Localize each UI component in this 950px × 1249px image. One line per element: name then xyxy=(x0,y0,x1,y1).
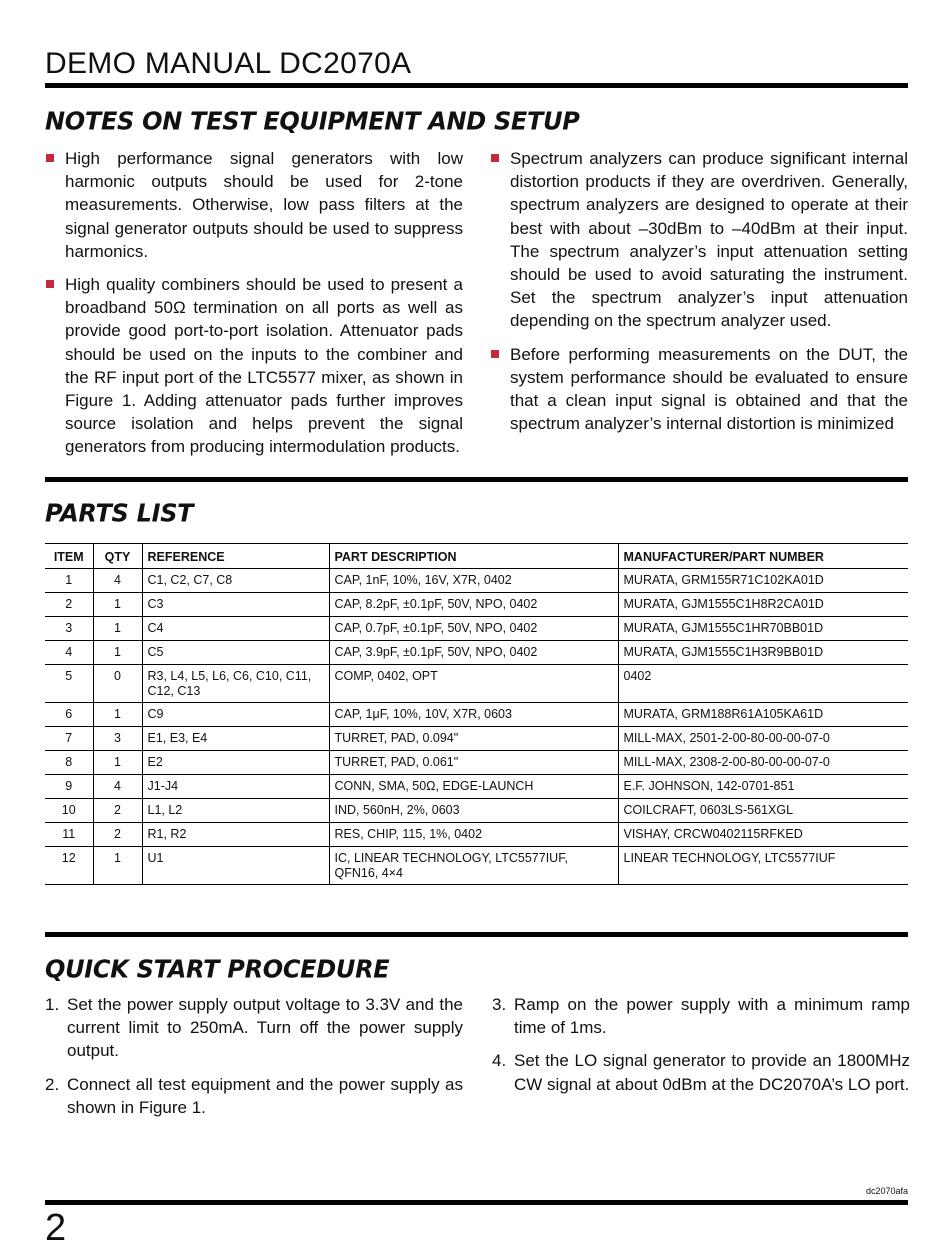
description-cell: CONN, SMA, 50Ω, EDGE-LAUNCH xyxy=(329,775,618,799)
step-number: 3. xyxy=(492,995,507,1014)
description-cell: CAP, 1nF, 10%, 16V, X7R, 0402 xyxy=(329,569,618,593)
manufacturer-cell: COILCRAFT, 0603LS-561XGL xyxy=(618,799,908,823)
reference-cell: E1, E3, E4 xyxy=(142,727,329,751)
manufacturer-cell: E.F. JOHNSON, 142-0701-851 xyxy=(618,775,908,799)
description-cell: CAP, 1μF, 10%, 10V, X7R, 0603 xyxy=(329,703,618,727)
page-header: DEMO MANUAL DC2070A xyxy=(45,47,412,80)
parts-section-title: PARTS LIST xyxy=(45,498,194,528)
quickstart-step xyxy=(45,1073,463,1119)
table-row xyxy=(45,593,908,617)
document-code: dc2070afa xyxy=(865,1186,908,1196)
page-number: 2 xyxy=(45,1207,67,1249)
reference-cell: R1, R2 xyxy=(142,823,329,847)
reference-cell: E2 xyxy=(142,751,329,775)
qty-cell: 1 xyxy=(93,641,142,665)
step-number: 1. xyxy=(45,995,60,1014)
table-row xyxy=(45,569,908,593)
step-text: Set the LO signal generator to provide an 1800MHz CW signal at about 0dBm at the DC2070A’s LO port. xyxy=(514,1051,910,1094)
header-manufacturer: MANUFACTURER/PART NUMBER xyxy=(618,544,908,569)
quickstart-right-column xyxy=(492,993,910,1106)
square-bullet-icon xyxy=(491,154,499,162)
table-row xyxy=(45,823,908,847)
step-number: 2. xyxy=(45,1074,60,1094)
item-cell: 6 xyxy=(45,703,93,727)
notes-left-column xyxy=(45,147,463,469)
header-qty: QTY xyxy=(93,544,142,569)
description-cell: COMP, 0402, OPT xyxy=(329,665,618,703)
item-cell: 4 xyxy=(45,641,93,665)
quickstart-rule xyxy=(45,932,908,937)
manufacturer-cell: MURATA, GJM1555C1H3R9BB01D xyxy=(618,641,908,665)
description-cell: IND, 560nH, 2%, 0603 xyxy=(329,799,618,823)
quickstart-section-title: QUICK START PROCEDURE xyxy=(45,954,390,984)
table-row xyxy=(45,703,908,727)
footer-rule xyxy=(45,1200,908,1205)
header-rule xyxy=(45,83,908,88)
qty-cell: 1 xyxy=(93,703,142,727)
item-cell: 2 xyxy=(45,593,93,617)
manufacturer-cell: MURATA, GRM155R71C102KA01D xyxy=(618,569,908,593)
notes-right-column xyxy=(490,147,908,445)
quickstart-step xyxy=(492,1049,910,1095)
notes-bullet: Before performing measurements on the DUT, the system performance should be evaluated to ensure that a clean input signal is obtained and that the spectrum analyzer’s internal distortion is minimized xyxy=(490,343,908,436)
description-cell: IC, LINEAR TECHNOLOGY, LTC5577IUF, QFN16, 4×4 xyxy=(329,847,618,885)
item-cell: 8 xyxy=(45,751,93,775)
table-row xyxy=(45,665,908,703)
parts-table xyxy=(45,543,908,885)
notes-section-title: NOTES ON TEST EQUIPMENT AND SETUP xyxy=(45,106,580,136)
parts-rule xyxy=(45,477,908,482)
description-cell: CAP, 3.9pF, ±0.1pF, 50V, NPO, 0402 xyxy=(329,641,618,665)
item-cell: 10 xyxy=(45,799,93,823)
header-description: PART DESCRIPTION xyxy=(329,544,618,569)
reference-cell: C5 xyxy=(142,641,329,665)
description-cell: CAP, 8.2pF, ±0.1pF, 50V, NPO, 0402 xyxy=(329,593,618,617)
square-bullet-icon xyxy=(46,280,54,288)
reference-cell: C4 xyxy=(142,617,329,641)
square-bullet-icon xyxy=(491,350,499,358)
item-cell: 11 xyxy=(45,823,93,847)
square-bullet-icon xyxy=(46,154,54,162)
reference-cell: J1-J4 xyxy=(142,775,329,799)
notes-bullet: High performance signal generators with low harmonic outputs should be used for 2-tone measurements. Otherwise, low pass filters at the signal generator outputs should be used to suppress harmonics. xyxy=(45,147,463,263)
qty-cell: 2 xyxy=(93,799,142,823)
step-text: Connect all test equipment and the power supply as shown in Figure 1. xyxy=(67,1074,463,1117)
qty-cell: 1 xyxy=(93,593,142,617)
quickstart-left-column xyxy=(45,993,463,1129)
item-cell: 3 xyxy=(45,617,93,641)
description-cell: RES, CHIP, 115, 1%, 0402 xyxy=(329,823,618,847)
step-number: 4. xyxy=(492,1051,507,1071)
step-text: Ramp on the power supply with a minimum ramp time of 1ms. xyxy=(514,995,910,1038)
table-row xyxy=(45,617,908,641)
reference-cell: U1 xyxy=(142,847,329,885)
item-cell: 7 xyxy=(45,727,93,751)
step-text: Set the power supply output voltage to 3.3V and the current limit to 250mA. Turn off the power supply output. xyxy=(67,995,463,1061)
manufacturer-cell: MURATA, GJM1555C1HR70BB01D xyxy=(618,617,908,641)
table-row xyxy=(45,751,908,775)
table-row xyxy=(45,727,908,751)
table-row xyxy=(45,775,908,799)
table-row xyxy=(45,847,908,885)
item-cell: 5 xyxy=(45,665,93,703)
qty-cell: 2 xyxy=(93,823,142,847)
reference-cell: C9 xyxy=(142,703,329,727)
qty-cell: 1 xyxy=(93,751,142,775)
header-item: ITEM xyxy=(45,544,93,569)
qty-cell: 1 xyxy=(93,617,142,641)
table-row xyxy=(45,641,908,665)
manufacturer-cell: MILL-MAX, 2308-2-00-80-00-00-07-0 xyxy=(618,751,908,775)
description-cell: TURRET, PAD, 0.061" xyxy=(329,751,618,775)
item-cell: 9 xyxy=(45,775,93,799)
notes-bullet: Spectrum analyzers can produce significant internal distortion products if they are overdriven. Generally, spectrum analyzers are designed to operate at their best with about –30dBm to –40dBm at their input. The spectrum analyzer’s input attenuation setting should be used to avoid saturating the instrument. Set the spectrum analyzer’s input attenuation depending on the spectrum analyzer used. xyxy=(490,147,908,333)
description-cell: CAP, 0.7pF, ±0.1pF, 50V, NPO, 0402 xyxy=(329,617,618,641)
qty-cell: 0 xyxy=(93,665,142,703)
qty-cell: 4 xyxy=(93,569,142,593)
manufacturer-cell: MILL-MAX, 2501-2-00-80-00-00-07-0 xyxy=(618,727,908,751)
reference-cell: R3, L4, L5, L6, C6, C10, C11, C12, C13 xyxy=(142,665,329,703)
notes-bullet: High quality combiners should be used to present a broadband 50Ω termination on all ports as well as provide good port-to-port isolation. Attenuator pads should be used on the inputs to the combiner and the RF input port of the LTC5577 mixer, as shown in Figure 1. Adding attenuator pads further improves source isolation and helps prevent the signal generators from producing intermodulation products. xyxy=(45,273,463,459)
qty-cell: 4 xyxy=(93,775,142,799)
quickstart-step xyxy=(492,993,910,1039)
manufacturer-cell: LINEAR TECHNOLOGY, LTC5577IUF xyxy=(618,847,908,885)
reference-cell: L1, L2 xyxy=(142,799,329,823)
description-cell: TURRET, PAD, 0.094" xyxy=(329,727,618,751)
qty-cell: 1 xyxy=(93,847,142,885)
item-cell: 12 xyxy=(45,847,93,885)
parts-table-header xyxy=(45,544,908,569)
header-reference: REFERENCE xyxy=(142,544,329,569)
qty-cell: 3 xyxy=(93,727,142,751)
manufacturer-cell: 0402 xyxy=(618,665,908,703)
reference-cell: C1, C2, C7, C8 xyxy=(142,569,329,593)
reference-cell: C3 xyxy=(142,593,329,617)
manufacturer-cell: MURATA, GJM1555C1H8R2CA01D xyxy=(618,593,908,617)
manufacturer-cell: MURATA, GRM188R61A105KA61D xyxy=(618,703,908,727)
item-cell: 1 xyxy=(45,569,93,593)
manufacturer-cell: VISHAY, CRCW0402115RFKED xyxy=(618,823,908,847)
quickstart-step xyxy=(45,993,463,1063)
table-row xyxy=(45,799,908,823)
